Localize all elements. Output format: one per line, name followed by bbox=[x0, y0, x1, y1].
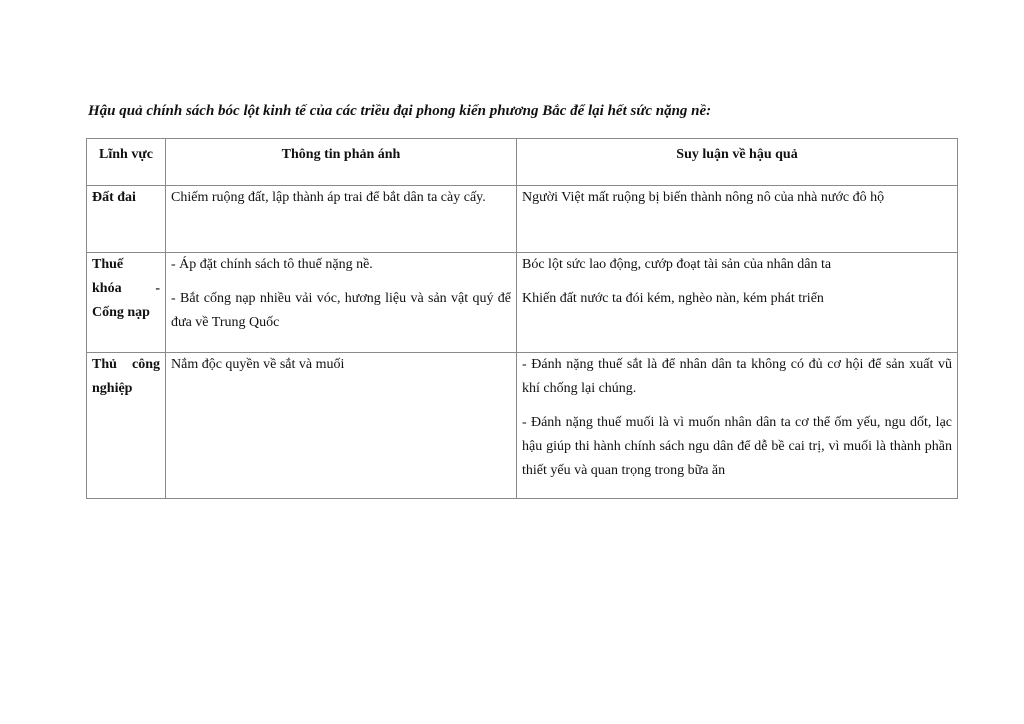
row-category: Đất đai bbox=[87, 186, 166, 253]
column-header-field: Lĩnh vực bbox=[87, 139, 166, 186]
info-text: Nắm độc quyền về sắt và muối bbox=[171, 357, 345, 372]
table-row bbox=[87, 253, 958, 353]
info-text: - Áp đặt chính sách tô thuế nặng nề. bbox=[171, 257, 373, 272]
row-consequence bbox=[517, 353, 958, 499]
info-text: Chiếm ruộng đất, lập thành áp trai để bắt dân ta cày cấy. bbox=[171, 190, 486, 205]
column-header-info: Thông tin phản ánh bbox=[166, 139, 517, 186]
info-text: - Bắt cống nạp nhiều vải vóc, hương liệu và sản vật quý để đưa về Trung Quốc bbox=[171, 291, 511, 330]
row-consequence bbox=[517, 186, 958, 253]
row-info bbox=[166, 253, 517, 353]
consequences-table bbox=[86, 138, 958, 499]
row-info bbox=[166, 186, 517, 253]
table-header-row bbox=[87, 139, 958, 186]
row-consequence bbox=[517, 253, 958, 353]
document-title: Hậu quả chính sách bóc lột kinh tế của các triều đại phong kiến phương Bắc để lại hết sức nặng nề: bbox=[88, 103, 712, 119]
consequence-text: Bóc lột sức lao động, cướp đoạt tài sản của nhân dân ta bbox=[522, 257, 832, 272]
category-line: công bbox=[132, 357, 160, 372]
category-line: nghiệp bbox=[92, 381, 133, 396]
category-line: khóa bbox=[92, 281, 122, 296]
consequence-text: - Đánh nặng thuế muối là vì muốn nhân dân ta cơ thể ốm yếu, ngu dốt, lạc hậu giúp thi hành chính sách ngu dân để dễ bề cai trị, vì muối là thành phần thiết yếu và quan trọng trong bữa ăn bbox=[522, 415, 952, 478]
category-line: Cống nạp bbox=[92, 305, 150, 320]
consequence-text: Khiến đất nước ta đói kém, nghèo nàn, kém phát triển bbox=[522, 291, 824, 306]
category-line: - bbox=[155, 281, 160, 296]
category-line: Thủ bbox=[92, 357, 117, 372]
consequence-text: - Đánh nặng thuế sắt là để nhân dân ta không có đủ cơ hội để sản xuất vũ khí chống lại chúng. bbox=[522, 357, 952, 396]
row-category bbox=[87, 253, 166, 353]
table-row bbox=[87, 353, 958, 499]
row-category bbox=[87, 353, 166, 499]
column-header-consequence: Suy luận về hậu quả bbox=[517, 139, 958, 186]
consequence-text: Người Việt mất ruộng bị biến thành nông nô của nhà nước đô hộ bbox=[522, 190, 885, 205]
category-line: Thuế bbox=[92, 257, 124, 272]
row-info bbox=[166, 353, 517, 499]
table-row bbox=[87, 186, 958, 253]
